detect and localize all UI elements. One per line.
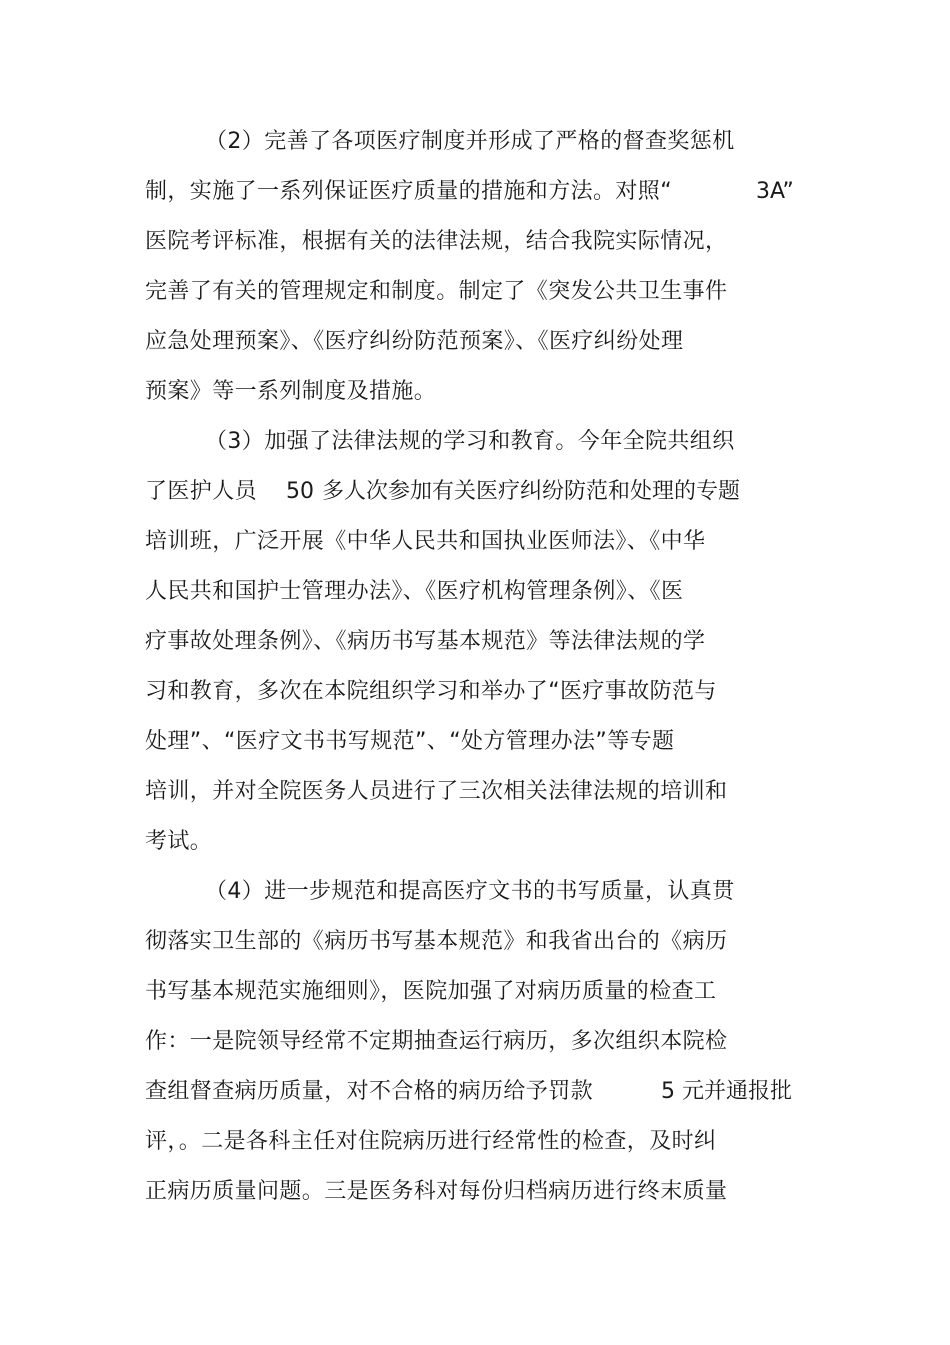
text-line: 习和教育，多次在本院组织学习和举办了“医疗事故防范与 bbox=[145, 679, 717, 704]
text-line: 评，。二是各科主任对住院病历进行经常性的检查，及时纠 bbox=[145, 1129, 717, 1154]
text-line: 彻落实卫生部的《病历书写基本规范》和我省出台的《病历 bbox=[145, 929, 728, 954]
text-line: 疗事故处理条例》、《病历书写基本规范》等法律法规的学 bbox=[145, 629, 706, 654]
text-line: 了医护人员 bbox=[145, 479, 258, 504]
text-line: 培训班，广泛开展《中华人民共和国执业医师法》、《中华 bbox=[145, 529, 706, 554]
text-fragment: 3A” bbox=[756, 179, 794, 204]
text-fragment: 50 bbox=[286, 479, 314, 504]
text-line: 医院考评标准，根据有关的法律法规，结合我院实际情况， bbox=[145, 229, 728, 254]
text-line: 预案》等一系列制度及措施。 bbox=[145, 379, 437, 404]
text-line: 人民共和国护士管理办法》、《医疗机构管理条例》、《医 bbox=[145, 579, 684, 604]
text-line: 应急处理预案》、《医疗纠纷防范预案》、《医疗纠纷处理 bbox=[145, 329, 684, 354]
text-line: 作：一是院领导经常不定期抽查运行病历，多次组织本院检 bbox=[145, 1029, 728, 1054]
text-line: 正病历质量问题。三是医务科对每份归档病历进行终末质量 bbox=[145, 1179, 728, 1204]
text-line: 培训，并对全院医务人员进行了三次相关法律法规的培训和 bbox=[145, 779, 728, 804]
text-line: 完善了有关的管理规定和制度。制定了《突发公共卫生事件 bbox=[145, 279, 728, 304]
text-line: （4）进一步规范和提高医疗文书的书写质量，认真贯 bbox=[205, 879, 735, 904]
text-line: 处理”、“医疗文书书写规范”、“处方管理办法”等专题 bbox=[145, 729, 675, 754]
text-line: 考试。 bbox=[145, 829, 213, 854]
text-line: （2）完善了各项医疗制度并形成了严格的督查奖惩机 bbox=[205, 129, 735, 154]
text-line: （3）加强了法律法规的学习和教育。今年全院共组织 bbox=[205, 429, 735, 454]
text-fragment: 多人次参加有关医疗纠纷防范和处理的专题 bbox=[322, 479, 741, 504]
text-line: 书写基本规范实施细则》，医院加强了对病历质量的检查工 bbox=[145, 979, 717, 1004]
text-line: 查组督查病历质量，对不合格的病历给予罚款 bbox=[145, 1079, 594, 1104]
text-line: 制，实施了一系列保证医疗质量的措施和方法。对照“ bbox=[145, 179, 672, 204]
text-fragment: 5 元并通报批 bbox=[661, 1079, 792, 1104]
